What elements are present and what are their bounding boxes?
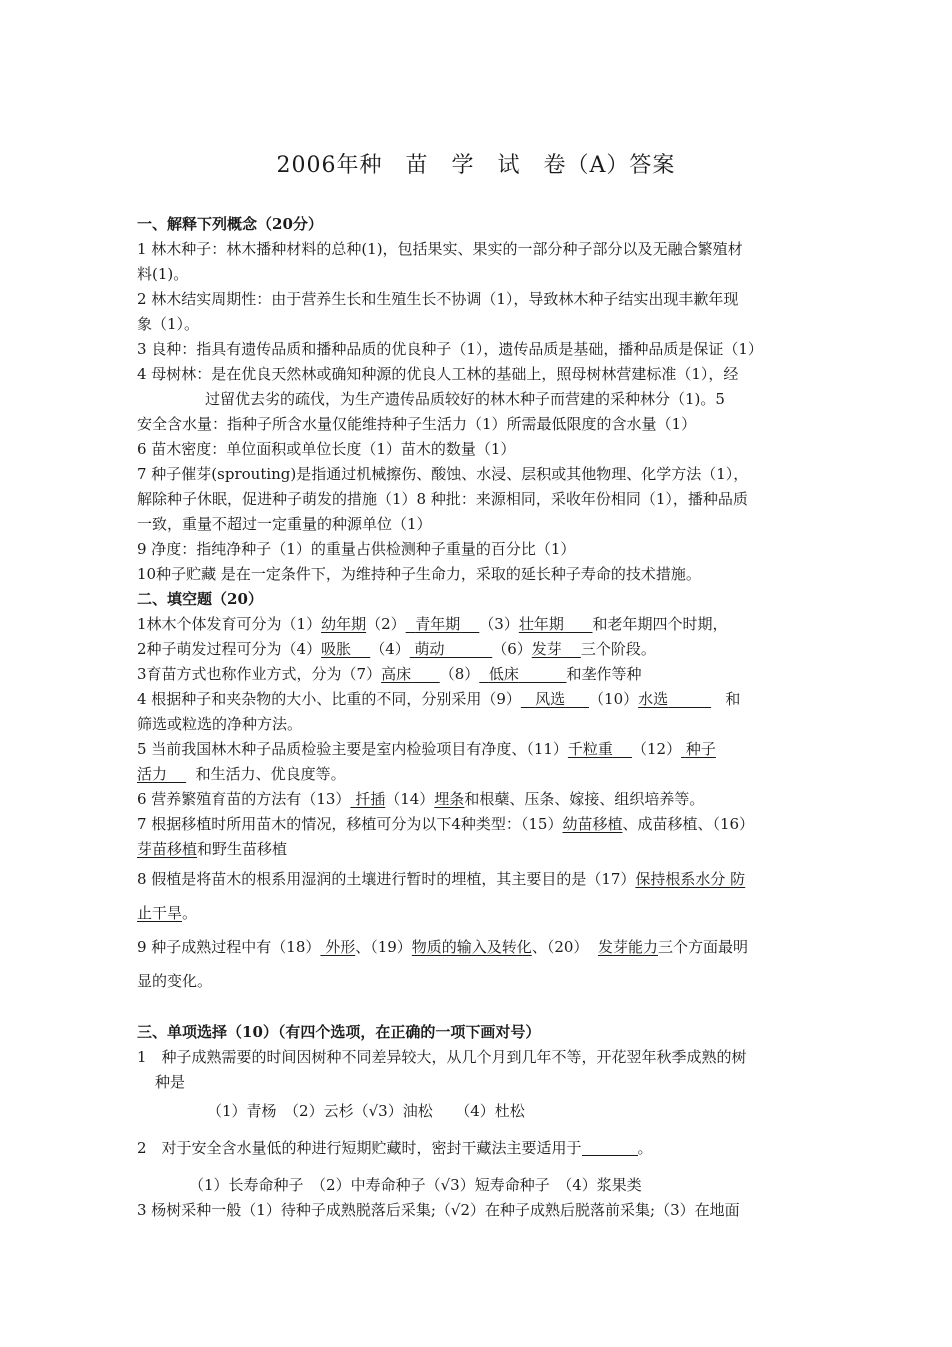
empty-blank (582, 1139, 638, 1156)
s1-line: 2 林木结实周期性：由于营养生长和生殖生长不协调（1），导致林木种子结实出现丰歉年现 (137, 290, 739, 308)
answer-blank: 埋条 (434, 790, 465, 808)
s1-line: 象（1）。 (137, 315, 200, 333)
choice-question-1: 1 种子成熟需要的时间因树种不同差异较大，从几个月到几年不等，开花翌年秋季成熟的树 (137, 1048, 747, 1066)
answer-blank: 保持根系水分 防 (635, 870, 746, 888)
page-title: 2006年种 苗 学 试 卷（A）答案 (276, 153, 676, 178)
fill-question-4: 4 根据种子和夹杂物的大小、比重的不同，分别采用（9） 风选 （10）水选 和 (137, 690, 741, 708)
answer-blank: 吸胀 (321, 640, 352, 658)
s1-line: 料(1)。 (137, 265, 189, 283)
fill-question-5: 5 当前我国林木种子品质检验主要是室内检验项目有净度、（11）千粒重 （12） 种子 (137, 740, 716, 758)
s1-line: 10种子贮藏 是在一定条件下，为维持种子生命力，采取的延长种子寿命的技术措施。 (137, 565, 701, 583)
fill-question-3: 3育苗方式也称作业方式，分为（7）高床 （8） 低床 和垄作等种 (137, 665, 642, 683)
s1-line: 3 良种：指具有遗传品质和播种品质的优良种子（1），遗传品质是基础，播种品质是保证（1） (137, 340, 763, 358)
answer-blank: 萌动 (414, 640, 445, 658)
fill-question-5-cont: 活力 和生活力、优良度等。 (137, 765, 346, 783)
answer-blank: 发芽 (531, 640, 562, 658)
s1-line: 6 苗木密度：单位面积或单位长度（1）苗木的数量（1） (137, 440, 516, 458)
fill-question-7: 7 根据移植时所用苗木的情况，移植可分为以下4种类型：（15）幼苗移植、成苗移植、（16） (137, 815, 755, 833)
section-3-heading: 三、单项选择（10）（有四个选项，在正确的一项下画对号） (137, 1023, 541, 1041)
choice-question-2: 2 对于安全含水量低的种进行短期贮藏时，密封干藏法主要适用于 。 (137, 1139, 653, 1157)
answer-blank: 活力 (137, 765, 168, 783)
answer-blank: 青年期 (415, 615, 461, 633)
s1-line: 过留优去劣的疏伐，为生产遗传品质较好的林木种子而营建的采种林分（1)。5 (205, 390, 725, 408)
s1-line: 解除种子休眠，促进种子萌发的措施（1）8 种批：来源相同，采收年份相同（1），播种品质 (137, 490, 748, 508)
answer-blank: 芽苗移植 (137, 840, 198, 858)
s1-line: 4 母树林：是在优良天然林或确知种源的优良人工林的基础上，照母树林营建标准（1），经 (137, 365, 739, 383)
section-2-heading: 二、填空题（20） (137, 590, 263, 608)
s1-line: 9 净度：指纯净种子（1）的重量占供检测种子重量的百分比（1） (137, 540, 576, 558)
fill-question-8: 8 假植是将苗木的根系用湿润的土壤进行暂时的埋植，其主要目的是（17）保持根系水分 防 (137, 870, 746, 888)
answer-blank: 高床 (381, 665, 412, 683)
answer-blank: 壮年期 (518, 615, 564, 633)
answer-blank: 低床 (488, 665, 519, 683)
s1-line: 安全含水量：指种子所含水量仅能维持种子生活力（1）所需最低限度的含水量（1） (137, 415, 697, 433)
choice-question-1-options: （1）青杨 （2）云杉（√3）油松 （4）杜松 (207, 1102, 525, 1120)
answer-blank: 物质的输入及转化 (411, 938, 532, 956)
answer-blank: 幼年期 (321, 615, 367, 633)
fill-question-8-cont: 止干旱。 (137, 904, 198, 922)
answer-blank: 扦插 (355, 790, 386, 808)
answer-blank: 水选 (638, 690, 669, 708)
choice-question-1-cont: 种是 (155, 1073, 186, 1091)
answer-blank: 发芽能力 (597, 938, 658, 956)
answer-blank: 风选 (535, 690, 566, 708)
answer-blank: 幼苗移植 (562, 815, 623, 833)
answer-blank: 种子 (685, 740, 716, 758)
fill-question-9: 9 种子成熟过程中有（18） 外形、（19）物质的输入及转化、（20） 发芽能力三个方面最明 (137, 938, 748, 956)
answer-blank: 止干旱 (137, 904, 183, 922)
fill-question-7-cont: 芽苗移植和野生苗移植 (137, 840, 288, 858)
choice-question-2-options: （1）长寿命种子 （2）中寿命种子（√3）短寿命种子 （4）浆果类 (189, 1176, 642, 1194)
section-1-heading: 一、解释下列概念（20分） (137, 215, 323, 233)
fill-question-2: 2种子萌发过程可分为（4）吸胀 （4） 萌动 （6）发芽 三个阶段。 (137, 640, 656, 658)
fill-question-6: 6 营养繁殖育苗的方法有（13） 扦插（14）埋条和根蘖、压条、嫁接、组织培养等。 (137, 790, 705, 808)
answer-blank: 外形 (325, 938, 356, 956)
document-body (137, 212, 811, 1223)
choice-question-3: 3 杨树采种一般（1）待种子成熟脱落后采集;（√2）在种子成熟后脱落前采集;（3）在地面 (137, 1201, 740, 1219)
fill-question-4-cont: 筛选或粒选的净种方法。 (137, 715, 303, 733)
fill-question-9-cont: 显的变化。 (137, 972, 213, 990)
s1-line: 1 林木种子：林木播种材料的总种(1)，包括果实、果实的一部分种子部分以及无融合繁殖材 (137, 240, 743, 258)
answer-blank: 千粒重 (567, 740, 613, 758)
fill-question-1: 1林木个体发育可分为（1）幼年期（2） 青年期 （3）壮年期 和老年期四个时期， (137, 615, 728, 633)
s1-line: 7 种子催芽(sprouting)是指通过机械擦伤、酸蚀、水浸、层积或其他物理、化学方法（1）， (137, 465, 749, 483)
s1-line: 一致，重量不超过一定重量的种源单位（1） (137, 515, 432, 533)
